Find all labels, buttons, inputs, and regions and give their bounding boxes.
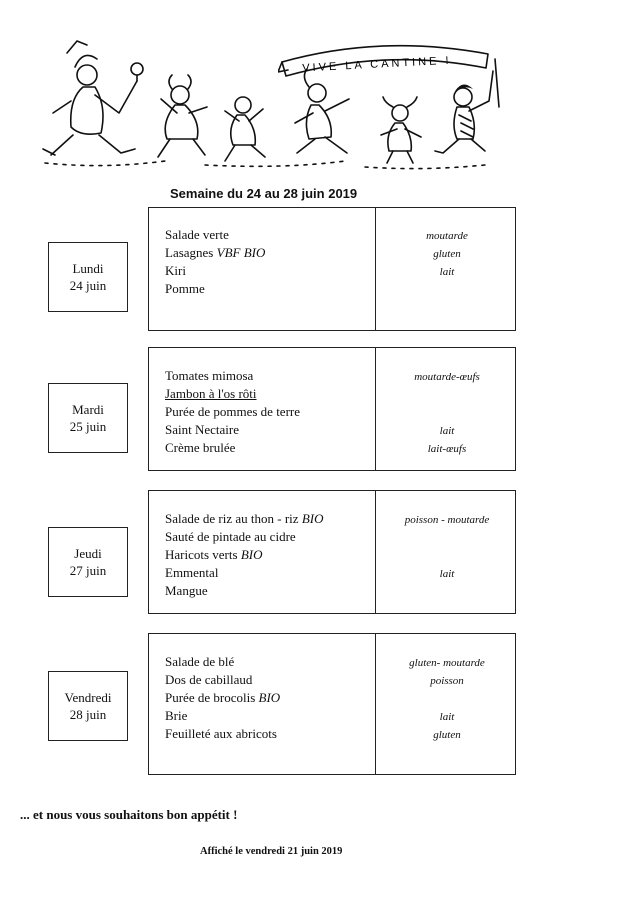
dish: Brie xyxy=(165,708,188,723)
dish-list xyxy=(165,510,323,600)
allergen xyxy=(377,547,517,565)
dish: Salade verte xyxy=(165,227,229,242)
allergen-list xyxy=(377,654,517,744)
day-date: 25 juin xyxy=(69,419,107,434)
dish: Feuilleté aux abricots xyxy=(165,726,277,741)
cook-figure xyxy=(43,41,143,155)
girl-figure-2 xyxy=(225,97,265,161)
dish: Saint Nectaire xyxy=(165,422,239,437)
allergen-list xyxy=(377,368,517,458)
column-divider xyxy=(375,491,376,613)
day-date: 27 juin xyxy=(69,563,107,578)
allergen: moutarde xyxy=(426,230,468,242)
dish: Jambon à l'os rôti xyxy=(165,386,257,401)
allergen: lait xyxy=(439,266,455,278)
allergen: gluten xyxy=(433,729,461,741)
allergen: moutarde-œufs xyxy=(414,371,480,383)
banner-text: VIVE LA CANTINE ! xyxy=(302,54,452,75)
allergen xyxy=(377,404,517,422)
allergen xyxy=(377,386,517,404)
allergen xyxy=(377,690,517,708)
posted-date: Affiché le vendredi 21 juin 2019 xyxy=(200,846,343,857)
allergen: gluten xyxy=(433,248,461,260)
dish: Pomme xyxy=(165,281,205,296)
dish: Emmental xyxy=(165,565,219,580)
dish: Tomates mimosa xyxy=(165,368,254,383)
day-date: 24 juin xyxy=(69,278,107,293)
dish: Kiri xyxy=(165,263,186,278)
girl-figure-3 xyxy=(295,69,349,153)
allergen: poisson - moutarde xyxy=(404,514,490,526)
girl-figure-4 xyxy=(381,97,421,163)
day-label-jeudi xyxy=(48,527,128,597)
allergen: gluten- moutarde xyxy=(409,657,485,669)
day-label-vendredi xyxy=(48,671,128,741)
allergen: lait xyxy=(439,568,455,580)
dish: Mangue xyxy=(165,583,208,598)
day-label-mardi xyxy=(48,383,128,453)
dish: Salade de blé xyxy=(165,654,235,669)
dish: Purée de pommes de terre xyxy=(165,404,301,419)
dish: Dos de cabillaud xyxy=(165,672,253,687)
column-divider xyxy=(375,348,376,470)
allergen: lait xyxy=(439,711,455,723)
day-name: Vendredi xyxy=(64,690,112,705)
dish: Haricots verts BIO xyxy=(165,547,263,562)
dish: Lasagnes VBF BIO xyxy=(165,245,266,260)
menu-box-jeudi xyxy=(148,490,516,614)
closing-message: ... et nous vous souhaitons bon appétit ! xyxy=(20,807,238,822)
dish: Salade de riz au thon - riz BIO xyxy=(165,511,324,526)
allergen-list xyxy=(377,511,517,583)
dish: Sauté de pintade au cidre xyxy=(165,529,296,544)
allergen: poisson xyxy=(430,675,464,687)
day-name: Mardi xyxy=(72,402,104,417)
week-title: Semaine du 24 au 28 juin 2019 xyxy=(170,186,358,201)
girl-figure-1 xyxy=(158,75,207,157)
menu-box-mardi xyxy=(148,347,516,471)
column-divider xyxy=(375,208,376,330)
allergen xyxy=(377,529,517,547)
day-name: Jeudi xyxy=(74,546,102,561)
dish-list xyxy=(165,226,265,298)
column-divider xyxy=(375,634,376,774)
allergen: lait-œufs xyxy=(427,443,467,455)
menu-box-lundi xyxy=(148,207,516,331)
dish-list xyxy=(165,653,280,743)
allergen: lait xyxy=(439,425,455,437)
day-date: 28 juin xyxy=(69,707,107,722)
day-label-lundi xyxy=(48,242,128,312)
dish-list xyxy=(165,367,300,457)
dish: Purée de brocolis BIO xyxy=(165,690,281,705)
allergen-list xyxy=(377,227,517,281)
vive-la-cantine-banner xyxy=(278,40,498,80)
day-name: Lundi xyxy=(72,261,104,276)
menu-box-vendredi xyxy=(148,633,516,775)
dish: Crème brulée xyxy=(165,440,236,455)
